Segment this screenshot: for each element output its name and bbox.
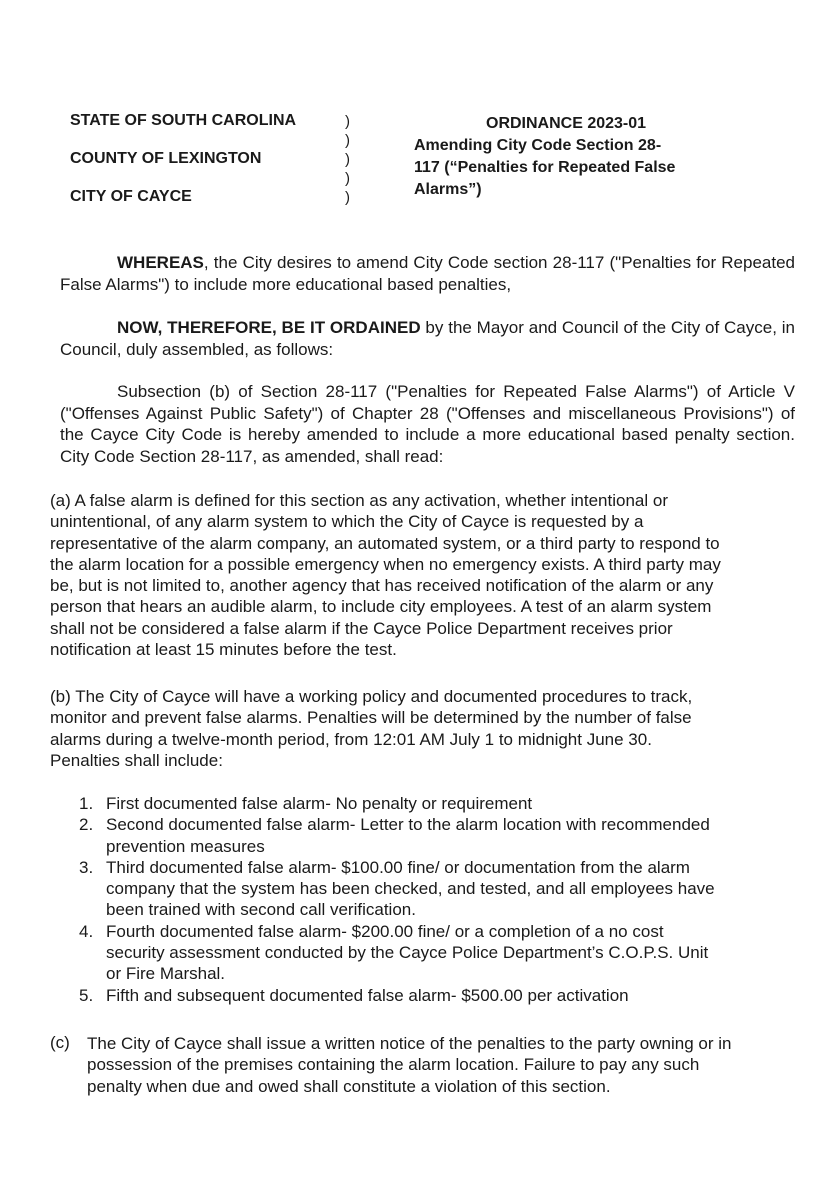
section-a-line: be, but is not limited to, another agency that has received notification of the alarm or any xyxy=(50,576,714,596)
penalty-number: 3. xyxy=(79,857,94,877)
paren: ) xyxy=(345,189,350,206)
section-a-line: unintentional, of any alarm system to which the City of Cayce is requested by a xyxy=(50,512,644,532)
whereas-paragraph xyxy=(60,252,795,295)
section-b-line: (b) The City of Cayce will have a working policy and documented procedures to track, xyxy=(50,687,693,706)
ordinance-subtitle-line: Alarms”) xyxy=(414,181,482,198)
section-a-paragraph xyxy=(50,490,795,660)
section-a-line: person that hears an audible alarm, to include city employees. A test of an alarm system xyxy=(50,597,712,617)
section-a-line: shall not be considered a false alarm if the Cayce Police Department receives prior xyxy=(50,618,673,638)
whereas-text: , the City desires to amend City Code section 28-117 ("Penalties for Repeated False Alarms") to include more educational based penalties, xyxy=(60,253,795,294)
penalty-line: security assessment conducted by the Cayce Police Department’s C.O.P.S. Unit xyxy=(106,943,709,963)
section-c-paragraph xyxy=(50,1033,800,1097)
penalty-line: prevention measures xyxy=(106,836,265,856)
section-b-line: Penalties shall include: xyxy=(50,750,223,770)
section-c-line: possession of the premises containing the alarm location. Failure to pay any such xyxy=(87,1055,700,1075)
section-a-line: (a) A false alarm is defined for this section as any activation, whether intentional or xyxy=(50,491,668,510)
penalty-number: 5. xyxy=(79,985,94,1005)
penalty-item xyxy=(79,985,789,1006)
section-c-line: The City of Cayce shall issue a written notice of the penalties to the party owning or in xyxy=(87,1034,732,1053)
penalty-line: Second documented false alarm- Letter to the alarm location with recommended xyxy=(106,815,710,835)
section-c-label: (c) xyxy=(50,1033,70,1052)
penalty-line: Fifth and subsequent documented false alarm- $500.00 per activation xyxy=(106,985,629,1005)
penalty-item xyxy=(79,814,789,857)
ordained-text: by the Mayor and Council of the City of Cayce, in Council, duly assembled, as follows: xyxy=(60,318,795,359)
penalty-line: Fourth documented false alarm- $200.00 fine/ or a completion of a no cost xyxy=(106,921,664,941)
penalty-line: First documented false alarm- No penalty or requirement xyxy=(106,794,533,813)
penalty-line: or Fire Marshal. xyxy=(106,964,226,984)
caption-parentheses xyxy=(345,112,350,207)
penalty-number: 4. xyxy=(79,921,94,941)
subsection-intro-paragraph: Subsection (b) of Section 28-117 ("Penalties for Repeated False Alarms") of Article V ("Offenses Against Public Safety") of Chapter 28 ("Offenses and miscellaneous Provisions") of the Cayce City Code is hereby amended to include a more educational based penalty section. City Code Section 28-117, as amended, shall read: xyxy=(60,382,795,466)
penalty-item xyxy=(79,793,789,814)
penalty-list xyxy=(79,793,789,1006)
county-label: COUNTY OF LEXINGTON xyxy=(70,150,262,167)
paren: ) xyxy=(345,113,350,130)
section-b-line: monitor and prevent false alarms. Penalties will be determined by the number of false xyxy=(50,708,692,728)
section-b-paragraph xyxy=(50,686,795,771)
section-a-line: notification at least 15 minutes before the test. xyxy=(50,640,397,660)
whereas-lead: WHEREAS xyxy=(117,253,204,272)
penalty-line: company that the system has been checked, and tested, and all employees have xyxy=(106,879,715,899)
section-a-line: representative of the alarm company, an automated system, or a third party to respond to xyxy=(50,533,720,553)
section-c-line: penalty when due and owed shall constitute a violation of this section. xyxy=(87,1076,611,1096)
paren: ) xyxy=(345,151,350,168)
ordinance-caption xyxy=(414,113,744,201)
penalty-item xyxy=(79,857,789,921)
paren: ) xyxy=(345,170,350,187)
penalty-number: 2. xyxy=(79,815,94,835)
city-label: CITY OF CAYCE xyxy=(70,188,192,205)
penalty-line: been trained with second call verification. xyxy=(106,900,416,920)
penalty-line: Third documented false alarm- $100.00 fine/ or documentation from the alarm xyxy=(106,857,690,877)
ordinance-number: ORDINANCE 2023-01 xyxy=(486,115,647,132)
ordained-lead: NOW, THEREFORE, BE IT ORDAINED xyxy=(117,318,421,337)
state-label: STATE OF SOUTH CAROLINA xyxy=(70,112,297,129)
section-b-line: alarms during a twelve-month period, from 12:01 AM July 1 to midnight June 30. xyxy=(50,729,652,749)
ordained-paragraph xyxy=(60,317,795,360)
penalty-item xyxy=(79,921,789,985)
section-a-line: the alarm location for a possible emergency when no emergency exists. A third party may xyxy=(50,554,721,574)
ordinance-subtitle-line: Amending City Code Section 28- xyxy=(414,137,662,154)
ordinance-subtitle-line: 117 (“Penalties for Repeated False xyxy=(414,159,676,176)
penalty-number: 1. xyxy=(79,794,94,813)
paren: ) xyxy=(345,132,350,149)
